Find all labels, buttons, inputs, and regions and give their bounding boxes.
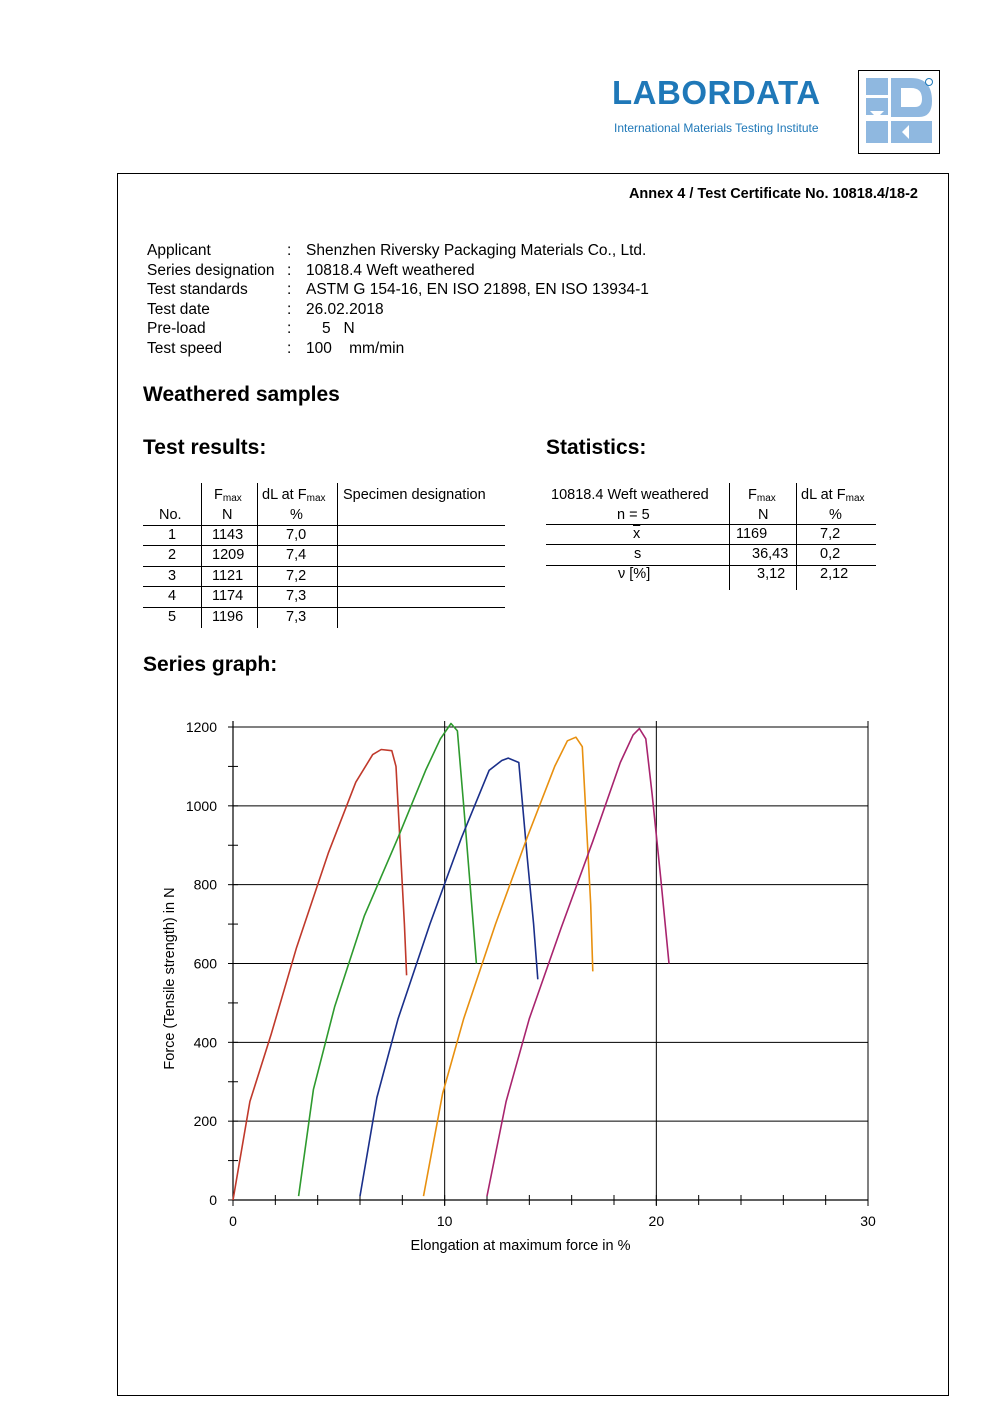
cell-dl: 7,4 bbox=[286, 547, 307, 563]
stats-series-name: 10818.4 Weft weathered bbox=[551, 487, 709, 503]
x-tick-label: 10 bbox=[436, 1213, 453, 1229]
cell-no: 5 bbox=[168, 609, 177, 625]
col-unit-fmax: N bbox=[222, 507, 233, 523]
cell-dl: 7,0 bbox=[286, 527, 307, 543]
brand-subtitle: International Materials Testing Institute bbox=[614, 121, 819, 135]
info-label: Test standards bbox=[147, 281, 248, 298]
series-line-3 bbox=[360, 758, 538, 1196]
stats-col-unit-dl: % bbox=[829, 507, 842, 523]
cell-fmax: 1143 bbox=[212, 527, 244, 543]
cell-fmax: 1209 bbox=[212, 547, 245, 563]
info-value: ASTM G 154-16, EN ISO 21898, EN ISO 13934-1 bbox=[306, 281, 649, 298]
stats-n: n = 5 bbox=[617, 507, 650, 523]
y-tick-label: 400 bbox=[193, 1034, 217, 1051]
info-value: 10818.4 Weft weathered bbox=[306, 262, 475, 279]
info-label: Test speed bbox=[147, 340, 222, 357]
cell-fmax: 1121 bbox=[212, 568, 244, 584]
stats-fmax: 1169 bbox=[736, 526, 768, 542]
info-value: 100 mm/min bbox=[306, 340, 405, 357]
cell-fmax: 1196 bbox=[212, 609, 244, 625]
stats-label-mean: $\overline{x}$ bbox=[633, 526, 641, 542]
x-tick-label: 0 bbox=[229, 1213, 237, 1229]
stats-dl: 7,2 bbox=[820, 526, 841, 542]
info-value: 26.02.2018 bbox=[306, 301, 384, 318]
stats-col-header-fmax: $F_{max}$ bbox=[748, 487, 776, 504]
info-value: Shenzhen Riversky Packaging Materials Co., Ltd. bbox=[306, 242, 647, 259]
y-tick-label: 1000 bbox=[185, 797, 217, 814]
col-header-no: No. bbox=[159, 507, 182, 523]
cell-dl: 7,3 bbox=[286, 588, 307, 604]
section-heading: Weathered samples bbox=[143, 383, 340, 406]
y-tick-label: 800 bbox=[193, 876, 217, 893]
info-label: Test date bbox=[147, 301, 210, 318]
cell-no: 2 bbox=[168, 547, 177, 563]
y-axis-label: Force (Tensile strength) in N bbox=[162, 887, 178, 1070]
info-label: Series designation bbox=[147, 262, 275, 279]
stats-dl: 0,2 bbox=[820, 546, 841, 562]
series-graph bbox=[150, 700, 890, 1270]
y-tick-label: 600 bbox=[193, 955, 217, 972]
results-heading: Test results: bbox=[143, 436, 267, 459]
x-tick-label: 30 bbox=[860, 1213, 876, 1229]
series-line-1 bbox=[233, 750, 407, 1201]
info-label: Pre-load bbox=[147, 320, 206, 337]
stats-fmax: 36,43 bbox=[752, 546, 789, 562]
cell-no: 1 bbox=[168, 527, 177, 543]
info-label: Applicant bbox=[147, 242, 211, 259]
info-value: 5 N bbox=[322, 320, 355, 337]
col-header-dl: dL at $F_{max}$ bbox=[262, 487, 326, 504]
col-unit-dl: % bbox=[290, 507, 303, 523]
labordata-logo-icon bbox=[858, 70, 940, 154]
graph-heading: Series graph: bbox=[143, 653, 278, 676]
annex-title: Annex 4 / Test Certificate No. 10818.4/18-2 bbox=[628, 186, 918, 202]
col-header-specimen: Specimen designation bbox=[343, 487, 486, 503]
x-tick-label: 20 bbox=[648, 1213, 665, 1229]
cell-dl: 7,2 bbox=[286, 568, 307, 584]
y-tick-label: 200 bbox=[193, 1113, 217, 1130]
y-tick-label: 0 bbox=[209, 1192, 217, 1208]
cell-no: 3 bbox=[168, 568, 177, 584]
y-tick-label: 1200 bbox=[185, 719, 217, 735]
series-line-2 bbox=[299, 724, 477, 1197]
col-header-fmax: $F_{max}$ bbox=[214, 487, 242, 504]
stats-col-header-dl: dL at $F_{max}$ bbox=[801, 487, 865, 504]
cell-dl: 7,3 bbox=[286, 609, 307, 625]
brand-name: LABORDATA bbox=[612, 74, 821, 111]
statistics-heading: Statistics: bbox=[546, 436, 647, 459]
stats-label-sd: s bbox=[634, 546, 642, 562]
series-line-5 bbox=[487, 729, 669, 1197]
x-axis-label: Elongation at maximum force in % bbox=[410, 1238, 631, 1254]
cell-fmax: 1174 bbox=[212, 588, 244, 604]
cell-no: 4 bbox=[168, 588, 177, 604]
stats-col-unit-fmax: N bbox=[758, 507, 769, 523]
stats-fmax: 3,12 bbox=[757, 566, 786, 582]
stats-dl: 2,12 bbox=[820, 566, 849, 582]
stats-label-cv: ν [%] bbox=[618, 566, 651, 582]
